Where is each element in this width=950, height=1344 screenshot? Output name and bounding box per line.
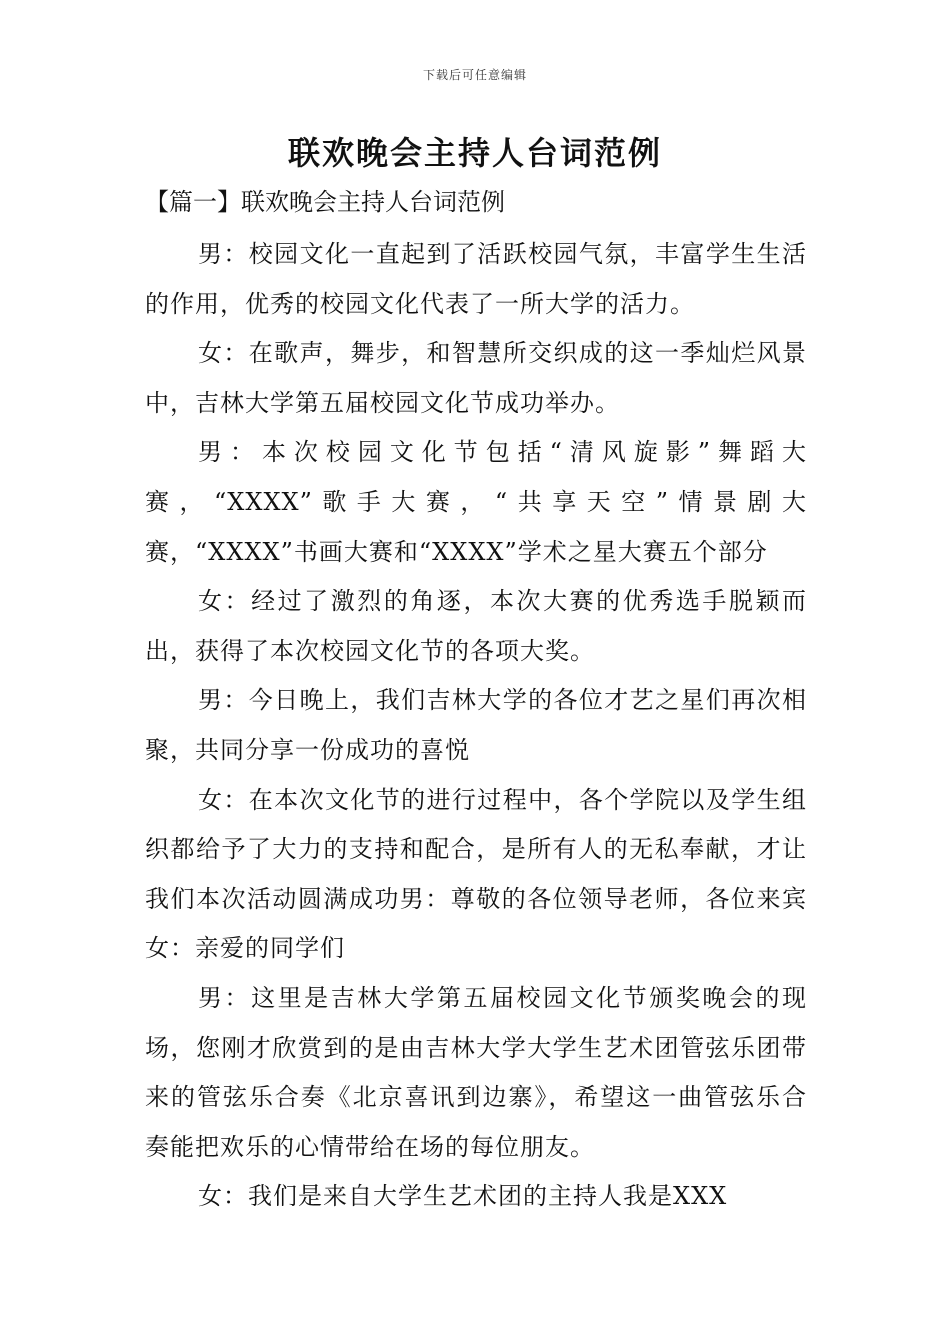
paragraph-1: 男：校园文化一直起到了活跃校园气氛，丰富学生生活的作用，优秀的校园文化代表了一所大学的活力。 — [145, 240, 807, 318]
document-title: 联欢晚会主持人台词范例 — [287, 134, 662, 172]
paragraph-3: 男：本次校园文化节包括“清风旋影”舞蹈大赛，“XXXX”歌手大赛，“共享天空”情景剧大赛，“XXXX”书画大赛和“XXXX”学术之星大赛五个部分 — [145, 438, 807, 566]
paragraph-2: 女：在歌声，舞步，和智慧所交织成的这一季灿烂风景中，吉林大学第五届校园文化节成功举办。 — [145, 339, 807, 417]
paragraph-4: 女：经过了激烈的角逐，本次大赛的优秀选手脱颖而出，获得了本次校园文化节的各项大奖。 — [145, 587, 807, 665]
paragraph-6: 女：在本次文化节的进行过程中，各个学院以及学生组织都给予了大力的支持和配合，是所有人的无私奉献，才让我们本次活动圆满成功男：尊敬的各位领导老师，各位来宾女：亲爱的同学们 — [145, 785, 807, 963]
paragraph-7: 男：这里是吉林大学第五届校园文化节颁奖晚会的现场，您刚才欣赏到的是由吉林大学大学生艺术团管弦乐团带来的管弦乐合奏《北京喜讯到边寨》，希望这一曲管弦乐合奏能把欢乐的心情带给在场的每位朋友。 — [145, 983, 807, 1161]
section-heading: 【篇一】联欢晚会主持人台词范例 — [145, 188, 505, 216]
document-body — [145, 230, 807, 1222]
paragraph-8: 女：我们是来自大学生艺术团的主持人我是XXX — [198, 1182, 728, 1211]
page-header: 下载后可任意编辑 — [422, 68, 527, 82]
paragraph-5: 男：今日晚上，我们吉林大学的各位才艺之星们再次相聚，共同分享一份成功的喜悦 — [145, 686, 807, 764]
